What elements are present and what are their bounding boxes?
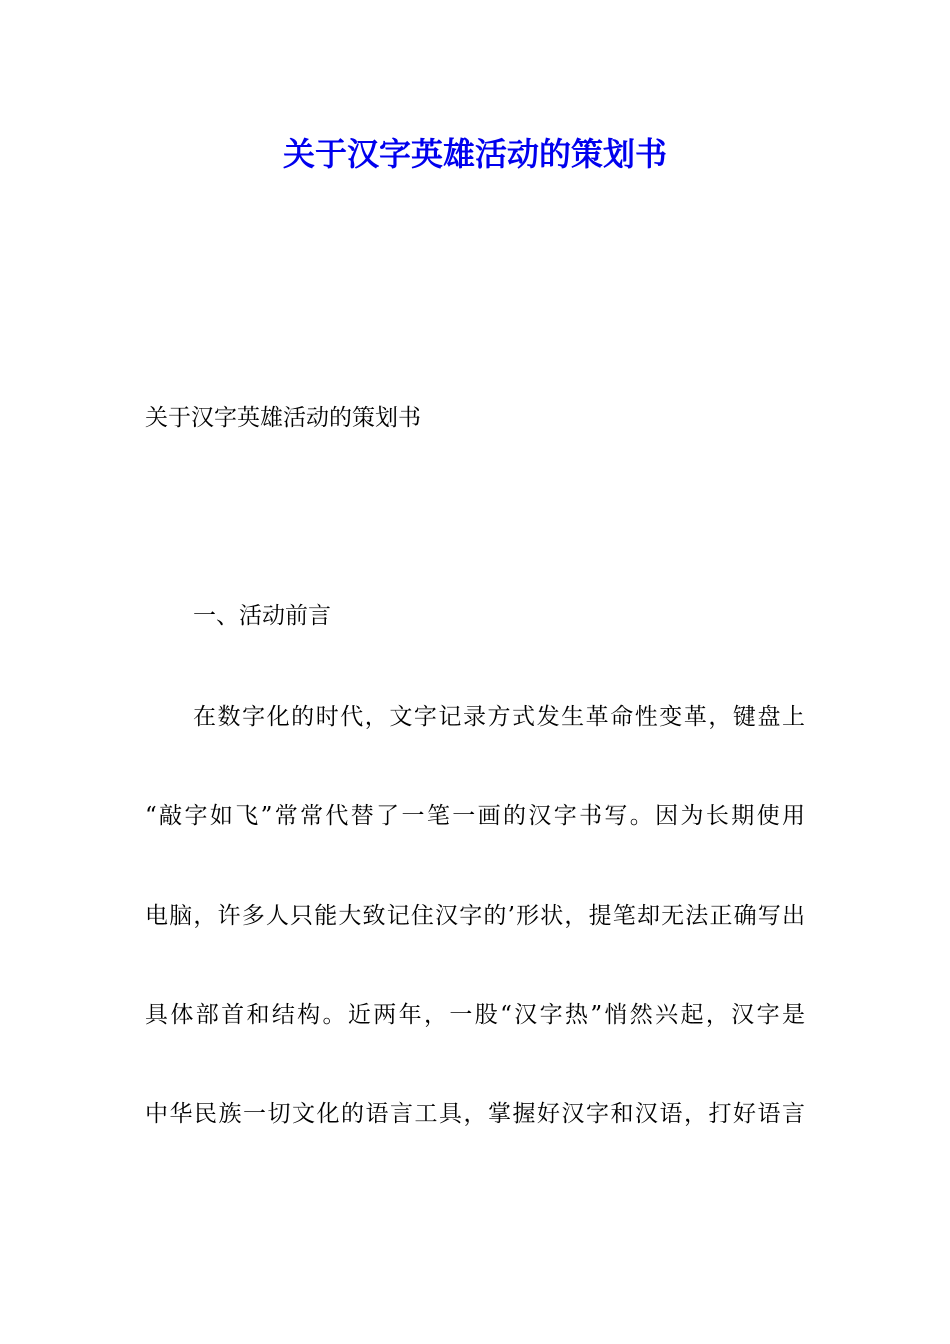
section-heading: 一、活动前言 bbox=[193, 603, 331, 629]
paragraph-line: 中华民族一切文化的语言工具，掌握好汉字和汉语，打好语言 bbox=[145, 1101, 805, 1127]
document-subtitle: 关于汉字英雄活动的策划书 bbox=[145, 405, 421, 431]
paragraph-line: 在数字化的时代，文字记录方式发生革命性变革，键盘上 bbox=[193, 704, 805, 730]
paragraph-line: 具体部首和结构。近两年，一股“汉字热”悄然兴起，汉字是 bbox=[145, 1002, 805, 1028]
paragraph-line: “敲字如飞”常常代替了一笔一画的汉字书写。因为长期使用 bbox=[145, 803, 805, 829]
document-title: 关于汉字英雄活动的策划书 bbox=[282, 135, 667, 173]
paragraph-line: 电脑，许多人只能大致记住汉字的’形状，提笔却无法正确写出 bbox=[145, 903, 805, 929]
